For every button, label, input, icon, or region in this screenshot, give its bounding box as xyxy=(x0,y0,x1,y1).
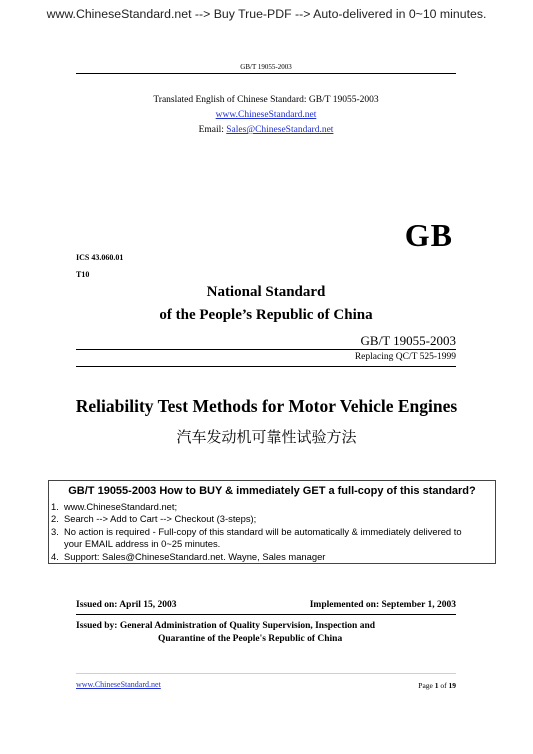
replacing-rule xyxy=(76,366,456,367)
footer-website-link[interactable]: www.ChineseStandard.net xyxy=(76,680,161,689)
issued-by xyxy=(76,620,375,645)
page-of: of xyxy=(438,681,449,690)
purchase-step xyxy=(51,526,493,551)
step-text: Search --> Add to Cart --> Checkout (3-steps); xyxy=(64,513,257,525)
title-english: Reliability Test Methods for Motor Vehicle Engines xyxy=(75,396,458,416)
header-rule xyxy=(76,73,456,74)
email-label: Email: xyxy=(198,125,227,135)
replacing-note: Replacing QC/T 525-1999 xyxy=(354,352,456,362)
step-text: Support: Sales@ChineseStandard.net. Wayne, Sales manager xyxy=(64,550,326,562)
standard-rule xyxy=(76,349,456,350)
purchase-box-title: GB/T 19055-2003 How to BUY & immediately GET a full-copy of this standard? xyxy=(68,485,476,497)
step-text: No action is required - Full-copy of this standard will be automatically & immediately delivered to xyxy=(64,525,462,537)
purchase-step[interactable] xyxy=(51,551,493,563)
page-current: 1 xyxy=(434,681,439,690)
purchase-steps-list xyxy=(51,501,493,563)
website-link[interactable]: www.ChineseStandard.net xyxy=(215,110,317,120)
national-standard-heading: National Standard xyxy=(206,284,326,300)
ics-code: ICS 43.060.01 xyxy=(76,253,124,262)
email-link[interactable]: Sales@ChineseStandard.net xyxy=(226,125,334,135)
step-text-continued: your EMAIL address in 0~25 minutes. xyxy=(64,538,221,550)
dates-rule xyxy=(76,614,456,615)
header-standard-code: GB/T 19055-2003 xyxy=(240,63,292,71)
gb-mark: GB xyxy=(404,217,453,253)
category-code: T10 xyxy=(76,270,90,279)
issued-by-line-1: Issued by: General Administration of Quality Supervision, Inspection and xyxy=(76,621,376,631)
step-number: 1. xyxy=(51,501,59,512)
translation-line: Translated English of Chinese Standard: GB/T 19055-2003 xyxy=(153,95,379,105)
top-banner[interactable]: www.ChineseStandard.net --> Buy True-PDF --> Auto-delivered in 0~10 minutes. xyxy=(46,7,487,21)
page-total: 19 xyxy=(448,681,456,690)
website-line xyxy=(76,110,456,120)
purchase-box xyxy=(48,480,496,564)
standard-number: GB/T 19055-2003 xyxy=(360,333,456,348)
purchase-step xyxy=(51,513,493,525)
issued-by-line-2: Quarantine of the People's Republic of China xyxy=(158,633,343,644)
implemented-date: Implemented on: September 1, 2003 xyxy=(309,600,456,610)
issued-date: Issued on: April 15, 2003 xyxy=(76,600,177,610)
purchase-step[interactable] xyxy=(51,501,493,513)
page-prefix: Page xyxy=(418,681,435,690)
page-indicator xyxy=(418,681,456,690)
footer-rule xyxy=(76,673,456,674)
step-number: 2. xyxy=(51,513,59,525)
email-line xyxy=(76,125,456,135)
title-chinese: 汽车发动机可靠性试验方法 xyxy=(176,428,357,446)
step-text: www.ChineseStandard.net; xyxy=(64,501,178,512)
step-number: 3. xyxy=(51,525,59,537)
step-number: 4. xyxy=(51,550,59,562)
country-heading: of the People’s Republic of China xyxy=(159,307,373,323)
